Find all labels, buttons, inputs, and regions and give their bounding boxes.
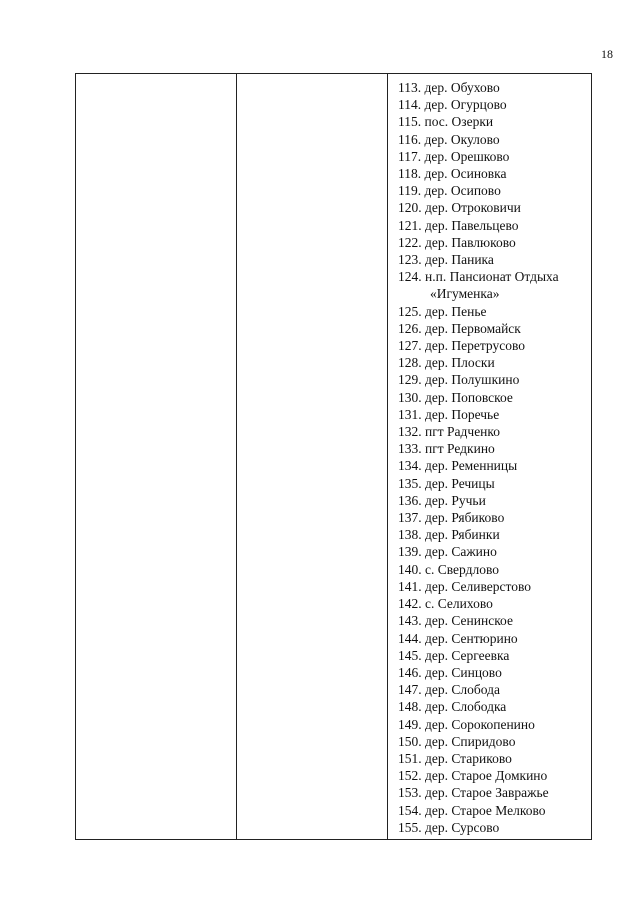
- settlement-entry: 116. дер. Окулово: [398, 131, 500, 147]
- settlement-entry: 137. дер. Рябиково: [398, 510, 505, 526]
- settlement-entry: 125. дер. Пенье: [398, 303, 487, 319]
- settlement-entry: 124. н.п. Пансионат Отдыха: [398, 269, 559, 285]
- settlement-entry: 139. дер. Сажино: [398, 544, 497, 560]
- settlement-entry: 132. пгт Радченко: [398, 424, 501, 440]
- settlement-entry: 155. дер. Сурсово: [398, 819, 500, 835]
- settlement-entry: 129. дер. Полушкино: [398, 372, 520, 388]
- settlement-entry: 146. дер. Синцово: [398, 664, 502, 680]
- settlement-entry: 140. с. Свердлово: [398, 561, 499, 577]
- settlement-entry: 113. дер. Обухово: [398, 80, 500, 95]
- settlement-entry: 144. дер. Сентюрино: [398, 630, 518, 646]
- settlement-entry: 119. дер. Осипово: [398, 183, 501, 199]
- settlement-entry: 127. дер. Перетрусово: [398, 338, 526, 354]
- settlement-entry: 153. дер. Старое Завражье: [398, 785, 549, 801]
- settlement-entry-continuation: [398, 285, 559, 302]
- settlement-entry: 134. дер. Ременницы: [398, 458, 518, 474]
- settlement-entry: 154. дер. Старое Мелково: [398, 802, 546, 818]
- settlement-entry: 135. дер. Речицы: [398, 475, 495, 491]
- settlement-entry: 123. дер. Паника: [398, 252, 494, 268]
- settlement-entry: 114. дер. Огурцово: [398, 97, 507, 113]
- settlement-entry: 147. дер. Слобода: [398, 682, 500, 698]
- settlement-entry: 136. дер. Ручьи: [398, 492, 486, 508]
- settlement-entry: 120. дер. Отроковичи: [398, 200, 521, 216]
- settlement-entry: 131. дер. Поречье: [398, 406, 500, 422]
- settlement-entry: 143. дер. Сенинское: [398, 613, 513, 629]
- settlement-entry: 133. пгт Редкино: [398, 441, 495, 457]
- settlement-entry: 115. пос. Озерки: [398, 114, 494, 130]
- settlements-table: [75, 73, 592, 840]
- page-number: 18: [601, 47, 613, 61]
- settlement-entry: 151. дер. Стариково: [398, 750, 512, 766]
- settlement-list: [398, 79, 559, 836]
- column-divider-1: [236, 74, 237, 839]
- settlement-entry: 150. дер. Спиридово: [398, 733, 516, 749]
- settlement-entry: 149. дер. Сорокопенино: [398, 716, 535, 732]
- entry-continuation-text: «Игуменка»: [430, 286, 500, 302]
- settlement-entry: 145. дер. Сергеевка: [398, 647, 510, 663]
- column-divider-2: [387, 74, 388, 839]
- settlement-entry: 128. дер. Плоски: [398, 355, 495, 371]
- settlement-entry: 142. с. Селихово: [398, 596, 493, 612]
- settlement-entry: 122. дер. Павлюково: [398, 234, 516, 250]
- settlement-entry: 117. дер. Орешково: [398, 148, 510, 164]
- settlement-entry: 152. дер. Старое Домкино: [398, 768, 548, 784]
- settlement-entry: 118. дер. Осиновка: [398, 166, 507, 182]
- settlement-entry: 121. дер. Павельцево: [398, 217, 519, 233]
- settlement-entry: 141. дер. Селиверстово: [398, 578, 532, 594]
- settlement-entry: 148. дер. Слободка: [398, 699, 507, 715]
- settlement-entry: 138. дер. Рябинки: [398, 527, 500, 543]
- settlement-entry: 126. дер. Первомайск: [398, 320, 521, 336]
- settlement-entry: 130. дер. Поповское: [398, 389, 513, 405]
